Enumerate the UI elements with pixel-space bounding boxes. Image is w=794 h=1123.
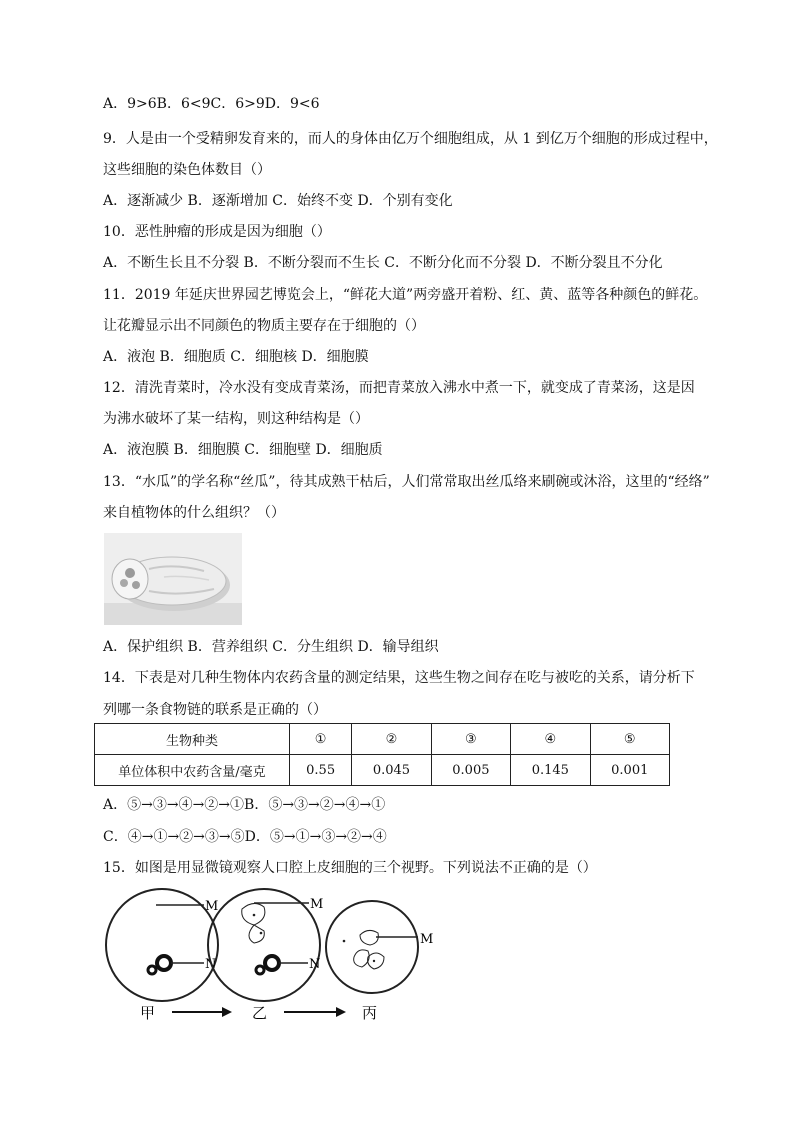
label-n-jia: N xyxy=(205,957,217,972)
label-yi: 乙 xyxy=(252,1004,268,1022)
table-header-cell: ⑤ xyxy=(590,724,669,755)
options-q14-c-d: C．④→①→②→③→⑤D．⑤→①→③→②→④ xyxy=(103,829,387,845)
label-m-bing: M xyxy=(420,932,434,947)
question-12-line2: 为沸水破坏了某一结构，则这种结构是（） xyxy=(103,411,369,427)
options-q13: A．保护组织 B．营养组织 C．分生组织 D．输导组织 xyxy=(103,639,439,655)
field-circle-jia xyxy=(106,889,218,1001)
label-m-jia: M xyxy=(205,899,219,914)
table-row xyxy=(95,755,670,786)
label-jia: 甲 xyxy=(140,1004,156,1022)
table-header-cell: ③ xyxy=(431,724,510,755)
label-bing: 丙 xyxy=(362,1004,378,1022)
label-m-yi: M xyxy=(310,897,324,912)
options-q14-a-b: A．⑤→③→④→②→①B．⑤→③→②→④→① xyxy=(103,797,386,813)
field-circle-yi xyxy=(208,889,320,1001)
options-q11: A．液泡 B．细胞质 C．细胞核 D．细胞膜 xyxy=(103,349,369,365)
table-header-cell: ① xyxy=(290,724,352,755)
table-header-cell: ④ xyxy=(511,724,590,755)
table-cell: 0.005 xyxy=(431,755,510,786)
option-line-q8: A．9>6B．6<9C．6>9D．9<6 xyxy=(103,96,320,112)
table-row-label: 单位体积中农药含量/毫克 xyxy=(95,755,290,786)
options-q10: A．不断生长且不分裂 B．不断分裂而不生长 C．不断分化而不分裂 D．不断分裂且不分化 xyxy=(103,255,663,271)
question-12-line1: 12．清洗青菜时，冷水没有变成青菜汤，而把青菜放入沸水中煮一下，就变成了青菜汤，这是因 xyxy=(103,380,695,396)
question-11-line2: 让花瓣显示出不同颜色的物质主要存在于细胞的（） xyxy=(103,318,425,334)
table-cell: 0.001 xyxy=(590,755,669,786)
table-cell: 0.045 xyxy=(352,755,431,786)
question-14-line1: 14．下表是对几种生物体内农药含量的测定结果，这些生物之间存在吃与被吃的关系，请分析下 xyxy=(103,670,695,686)
question-13-line2: 来自植物体的什么组织？（） xyxy=(103,505,285,521)
loofah-image xyxy=(104,533,242,625)
loofah-photo xyxy=(104,533,242,625)
microscope-fields-diagram xyxy=(104,885,444,1025)
label-n-yi: N xyxy=(309,957,321,972)
pesticide-table xyxy=(94,723,670,786)
field-circle-bing xyxy=(326,901,418,993)
question-15: 15．如图是用显微镜观察人口腔上皮细胞的三个视野。下列说法不正确的是（） xyxy=(103,860,597,876)
question-14-line2: 列哪一条食物链的联系是正确的（） xyxy=(103,702,327,718)
table-header-label: 生物种类 xyxy=(95,724,290,755)
options-q9: A．逐渐减少 B．逐渐增加 C．始终不变 D．个别有变化 xyxy=(103,193,453,209)
question-13-line1: 13．“水瓜”的学名称“丝瓜”，待其成熟干枯后，人们常常取出丝瓜络来刷碗或沐浴，这里的“经络” xyxy=(103,474,710,490)
table-header-cell: ② xyxy=(352,724,431,755)
options-q12: A．液泡膜 B．细胞膜 C．细胞壁 D．细胞质 xyxy=(103,442,383,458)
table-cell: 0.55 xyxy=(290,755,352,786)
question-10: 10．恶性肿瘤的形成是因为细胞（） xyxy=(103,224,331,240)
question-9-line1: 9．人是由一个受精卵发育来的，而人的身体由亿万个细胞组成，从 1 到亿万个细胞的形成过程中， xyxy=(103,131,718,147)
question-11-line1: 11．2019 年延庆世界园艺博览会上，“鲜花大道”两旁盛开着粉、红、黄、蓝等各种颜色的鲜花。 xyxy=(103,287,708,303)
table-header-row xyxy=(95,724,670,755)
question-9-line2: 这些细胞的染色体数目（） xyxy=(103,162,271,178)
table-cell: 0.145 xyxy=(511,755,590,786)
